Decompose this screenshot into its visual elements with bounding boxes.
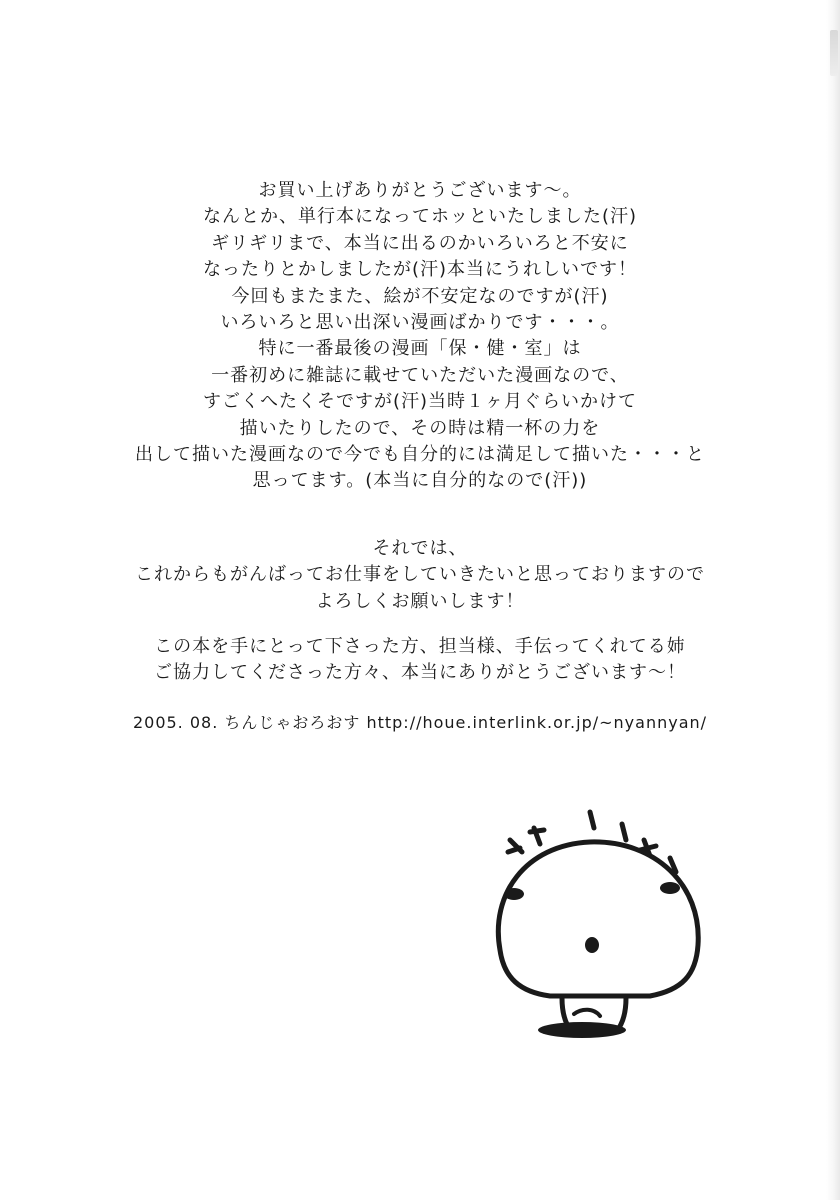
thanks-line: この本を手にとって下さった方、担当様、手伝ってくれてる姉 <box>154 636 686 657</box>
closing-paragraph <box>0 536 840 615</box>
intro-line: 思ってます。(本当に自分的なので(汗)) <box>252 470 588 492</box>
thanks-paragraph <box>0 634 840 687</box>
intro-line: すごくへたくそですが(汗)当時１ヶ月ぐらいかけて <box>202 391 638 413</box>
intro-line: 今回もまたまた、絵が不安定なのですが(汗) <box>231 285 609 307</box>
closing-line: よろしくお願いします！ <box>315 590 525 612</box>
intro-line: 特に一番最後の漫画「保・健・室」は <box>258 338 582 360</box>
date-author-url-signature: 2005. 08. ちんじゃおろおす http://houe.interlink.or.jp/~nyannyan/ <box>132 713 708 732</box>
intro-line: いろいろと思い出深い漫画ばかりです・・・。 <box>220 311 620 333</box>
intro-line: 描いたりしたので、その時は精一杯の力を <box>239 417 601 439</box>
closing-line: これからもがんばってお仕事をしていきたいと思っておりますので <box>135 564 705 586</box>
intro-line: なったりとかしましたが(汗)本当にうれしいです！ <box>202 259 638 281</box>
intro-line: お買い上げありがとうございます～。 <box>258 180 582 201</box>
page-edge-mark <box>830 30 838 76</box>
round-face-mascot-icon <box>470 800 730 1050</box>
intro-line: なんとか、単行本になってホッといたしました(汗) <box>202 206 638 228</box>
intro-line: ギリギリまで、本当に出るのかいろいろと不安に <box>211 232 629 254</box>
intro-paragraph <box>0 178 840 495</box>
thanks-line: ご協力してくださった方々、本当にありがとうございます～！ <box>154 662 686 684</box>
intro-line: 一番初めに雑誌に載せていただいた漫画なので、 <box>211 364 629 386</box>
intro-line: 出して描いた漫画なので今でも自分的には満足して描いた・・・と <box>135 443 705 465</box>
closing-line: それでは、 <box>372 538 468 559</box>
